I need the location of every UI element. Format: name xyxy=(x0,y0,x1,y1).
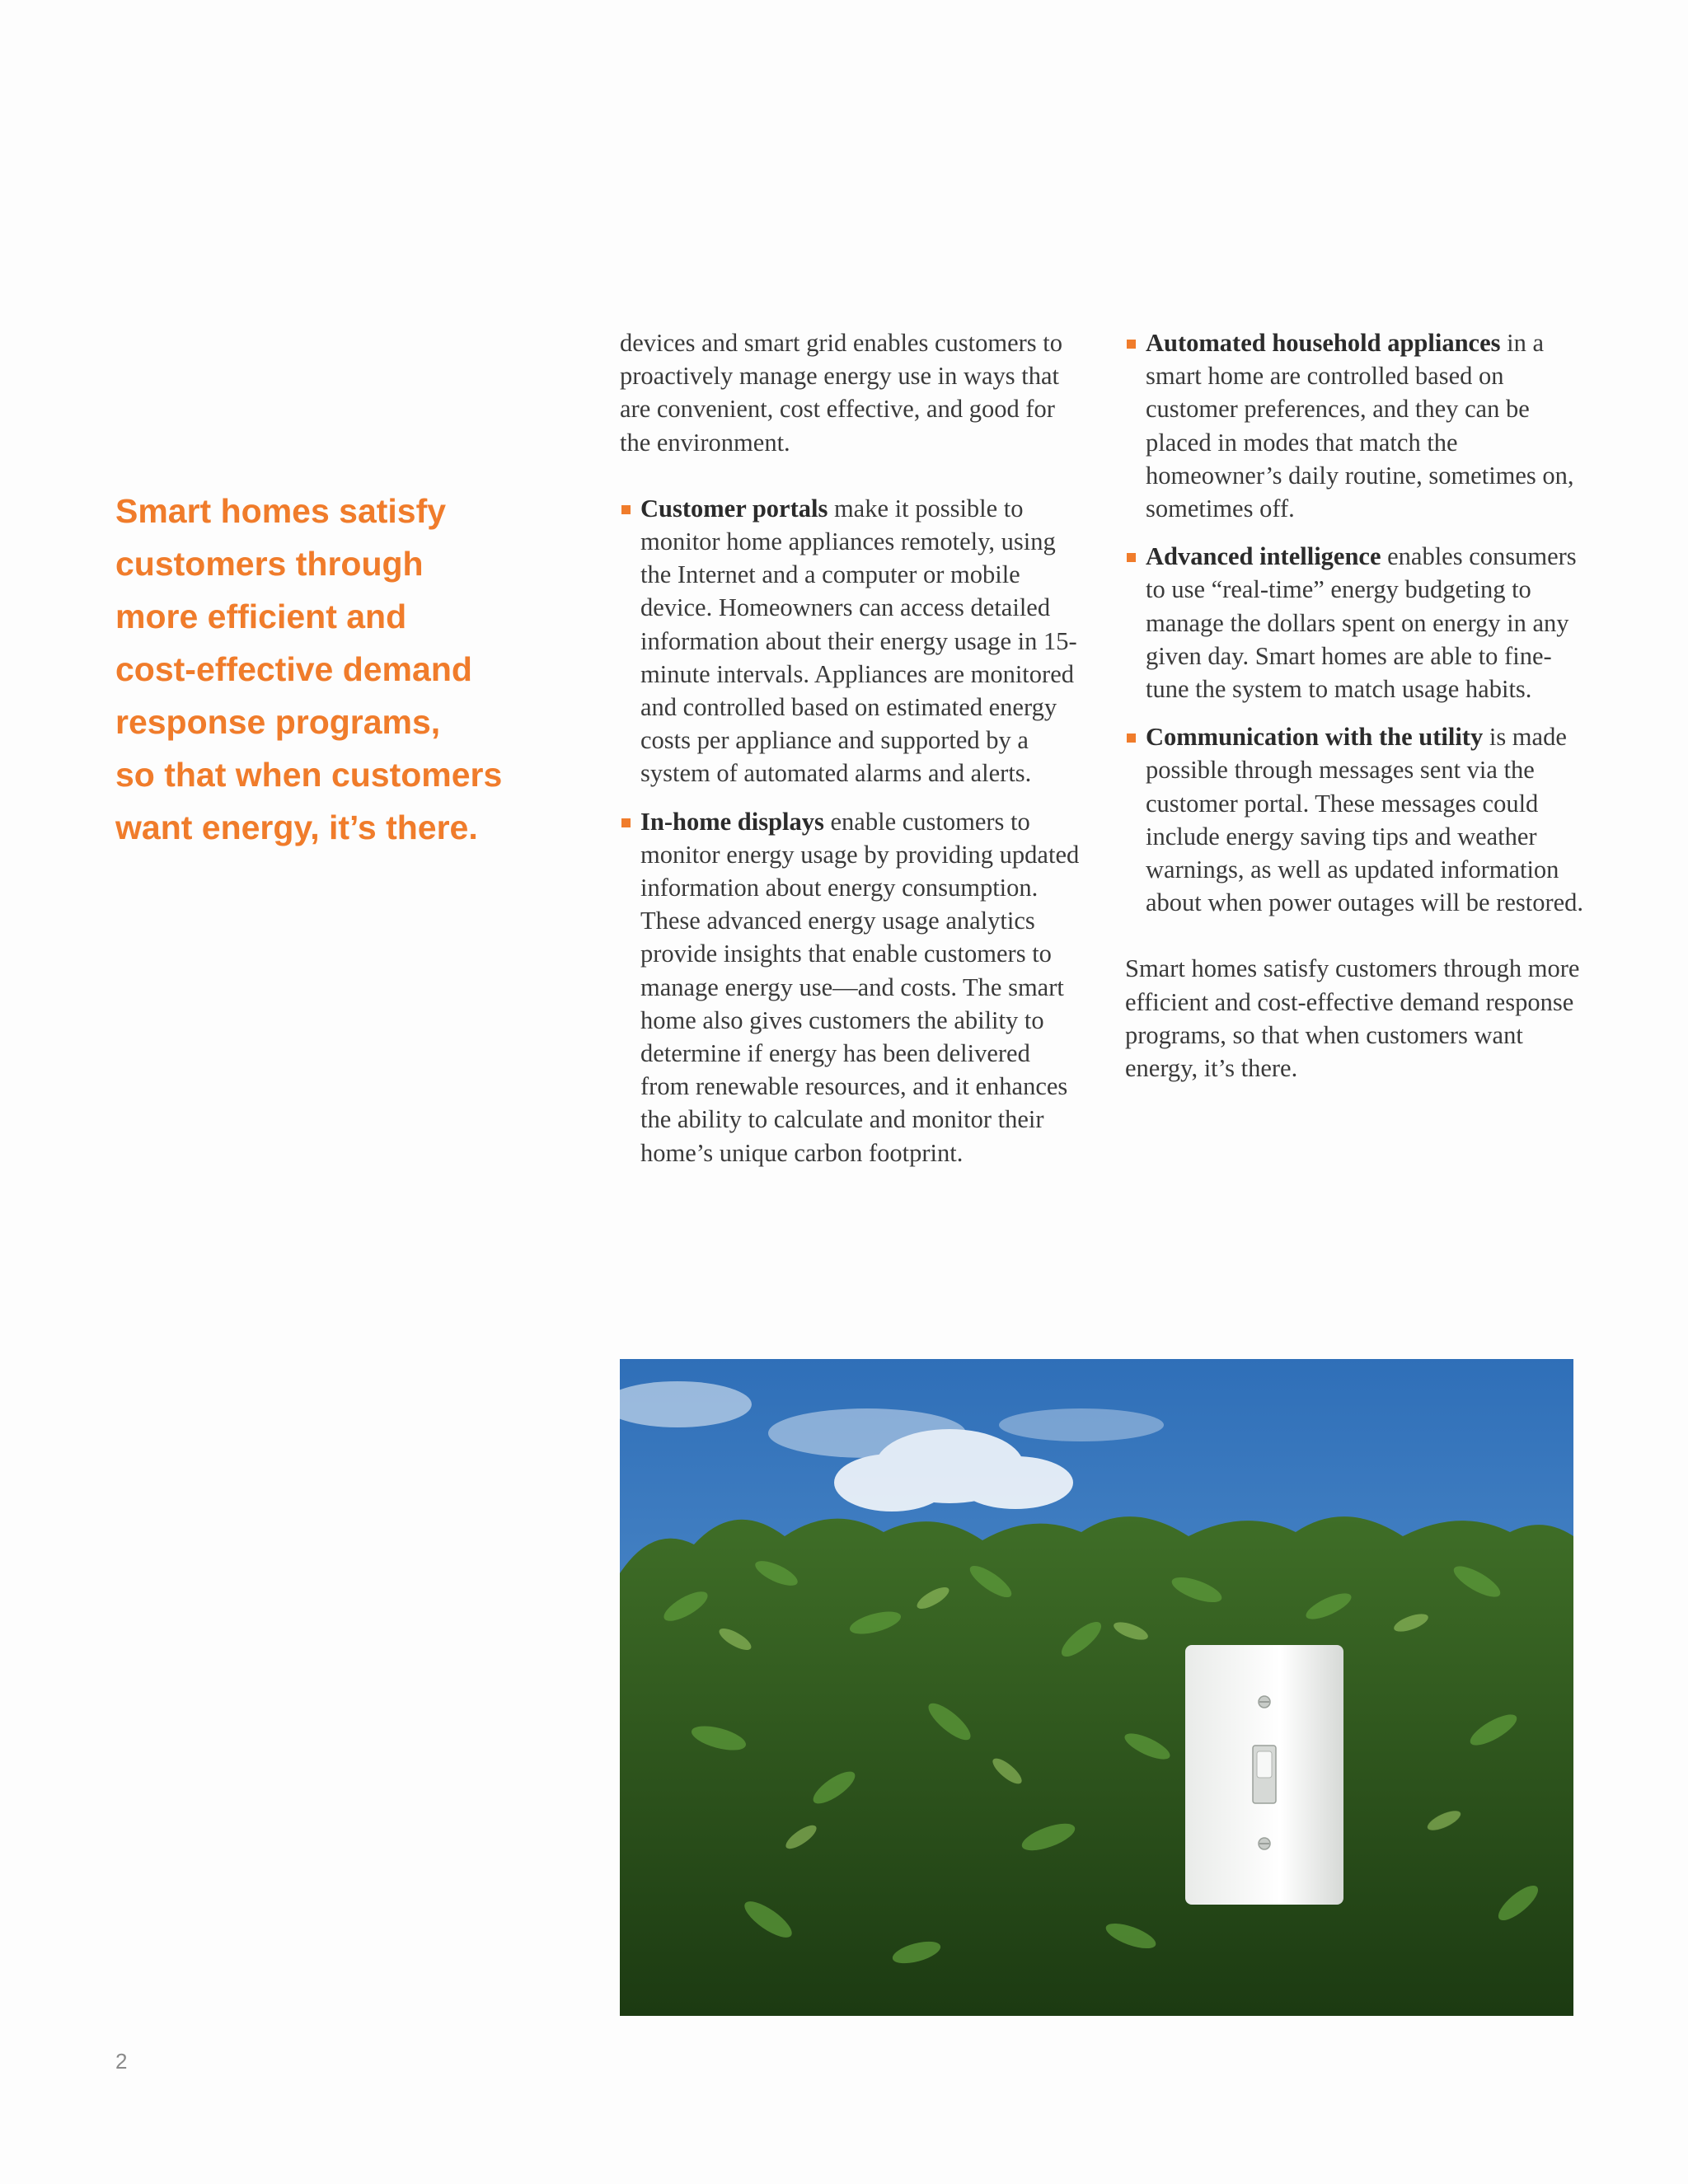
list-item-text: make it possible to monitor home appliances remotely, using the Internet and a computer or mobile device. Homeowners can access detailed information about their energy usage in 15-minute intervals. Appliances are monitored and controlled based on estimated energy costs per appliance and supported by a system of automated alarms and alerts. xyxy=(640,494,1077,788)
middle-column xyxy=(620,326,1081,1184)
list-item-term: Automated household appliances xyxy=(1146,329,1501,357)
pull-quote xyxy=(115,485,577,854)
bullet-square-icon xyxy=(1127,733,1136,743)
pull-quote-line: response programs, xyxy=(115,703,441,741)
list-item-text: enables consumers to use “real-time” energy budgeting to manage the dollars spent on energy in any given day. Smart homes are able to fine-tune the system to match usage habits. xyxy=(1146,542,1577,704)
pull-quote-line: customers through xyxy=(115,545,424,583)
list-item xyxy=(1125,720,1595,919)
list-item-text: enable customers to monitor energy usage by providing updated information about energy consumption. These advanced energy usage analytics provide insights that enable customers to manage energy use—and costs. The smart home also gives customers the ability to determine if energy has been delivered from renewable resources, and it enhances the ability to calculate and monitor their home’s unique carbon footprint. xyxy=(640,807,1080,1167)
photo-illustration xyxy=(620,1359,1573,2016)
list-item-term: Customer portals xyxy=(640,494,828,523)
list-item-term: In-home displays xyxy=(640,807,824,836)
feature-list xyxy=(1125,326,1595,919)
list-item-term: Advanced intelligence xyxy=(1146,542,1381,571)
right-column xyxy=(1125,326,1595,1085)
light-switch xyxy=(1185,1645,1343,1905)
pull-quote-line: Smart homes satisfy xyxy=(115,492,447,530)
list-item xyxy=(620,492,1081,790)
hedge xyxy=(620,1516,1573,2016)
hedge-light-switch-photo xyxy=(620,1359,1573,2016)
pull-quote-line: cost-effective demand xyxy=(115,650,472,688)
page-number: 2 xyxy=(115,2049,128,2074)
intro-paragraph: devices and smart grid enables customers to proactively manage energy use in ways that are convenient, cost effective, and good for the environment. xyxy=(620,329,1062,457)
closing-paragraph: Smart homes satisfy customers through more efficient and cost-effective demand response programs, so that when customers want energy, it’s there. xyxy=(1125,954,1580,1083)
list-item xyxy=(1125,540,1595,705)
pull-quote-line: more efficient and xyxy=(115,598,407,635)
list-item xyxy=(620,805,1081,1169)
feature-list xyxy=(620,492,1081,1169)
bullet-square-icon xyxy=(621,505,631,514)
list-item-text: is made possible through messages sent via the customer portal. These messages could include energy saving tips and weather warnings, as well as updated information about when power outages will be restored. xyxy=(1146,723,1584,917)
list-item xyxy=(1125,326,1595,525)
list-item-text: in a smart home are controlled based on customer preferences, and they can be placed in modes that match the homeowner’s daily routine, sometimes on, sometimes off. xyxy=(1146,329,1574,523)
list-item-term: Communication with the utility xyxy=(1146,723,1484,752)
pull-quote-line: so that when customers xyxy=(115,756,503,794)
pull-quote-line: want energy, it’s there. xyxy=(115,808,478,846)
bullet-square-icon xyxy=(1127,340,1136,349)
bullet-square-icon xyxy=(1127,553,1136,562)
bullet-square-icon xyxy=(621,818,631,827)
